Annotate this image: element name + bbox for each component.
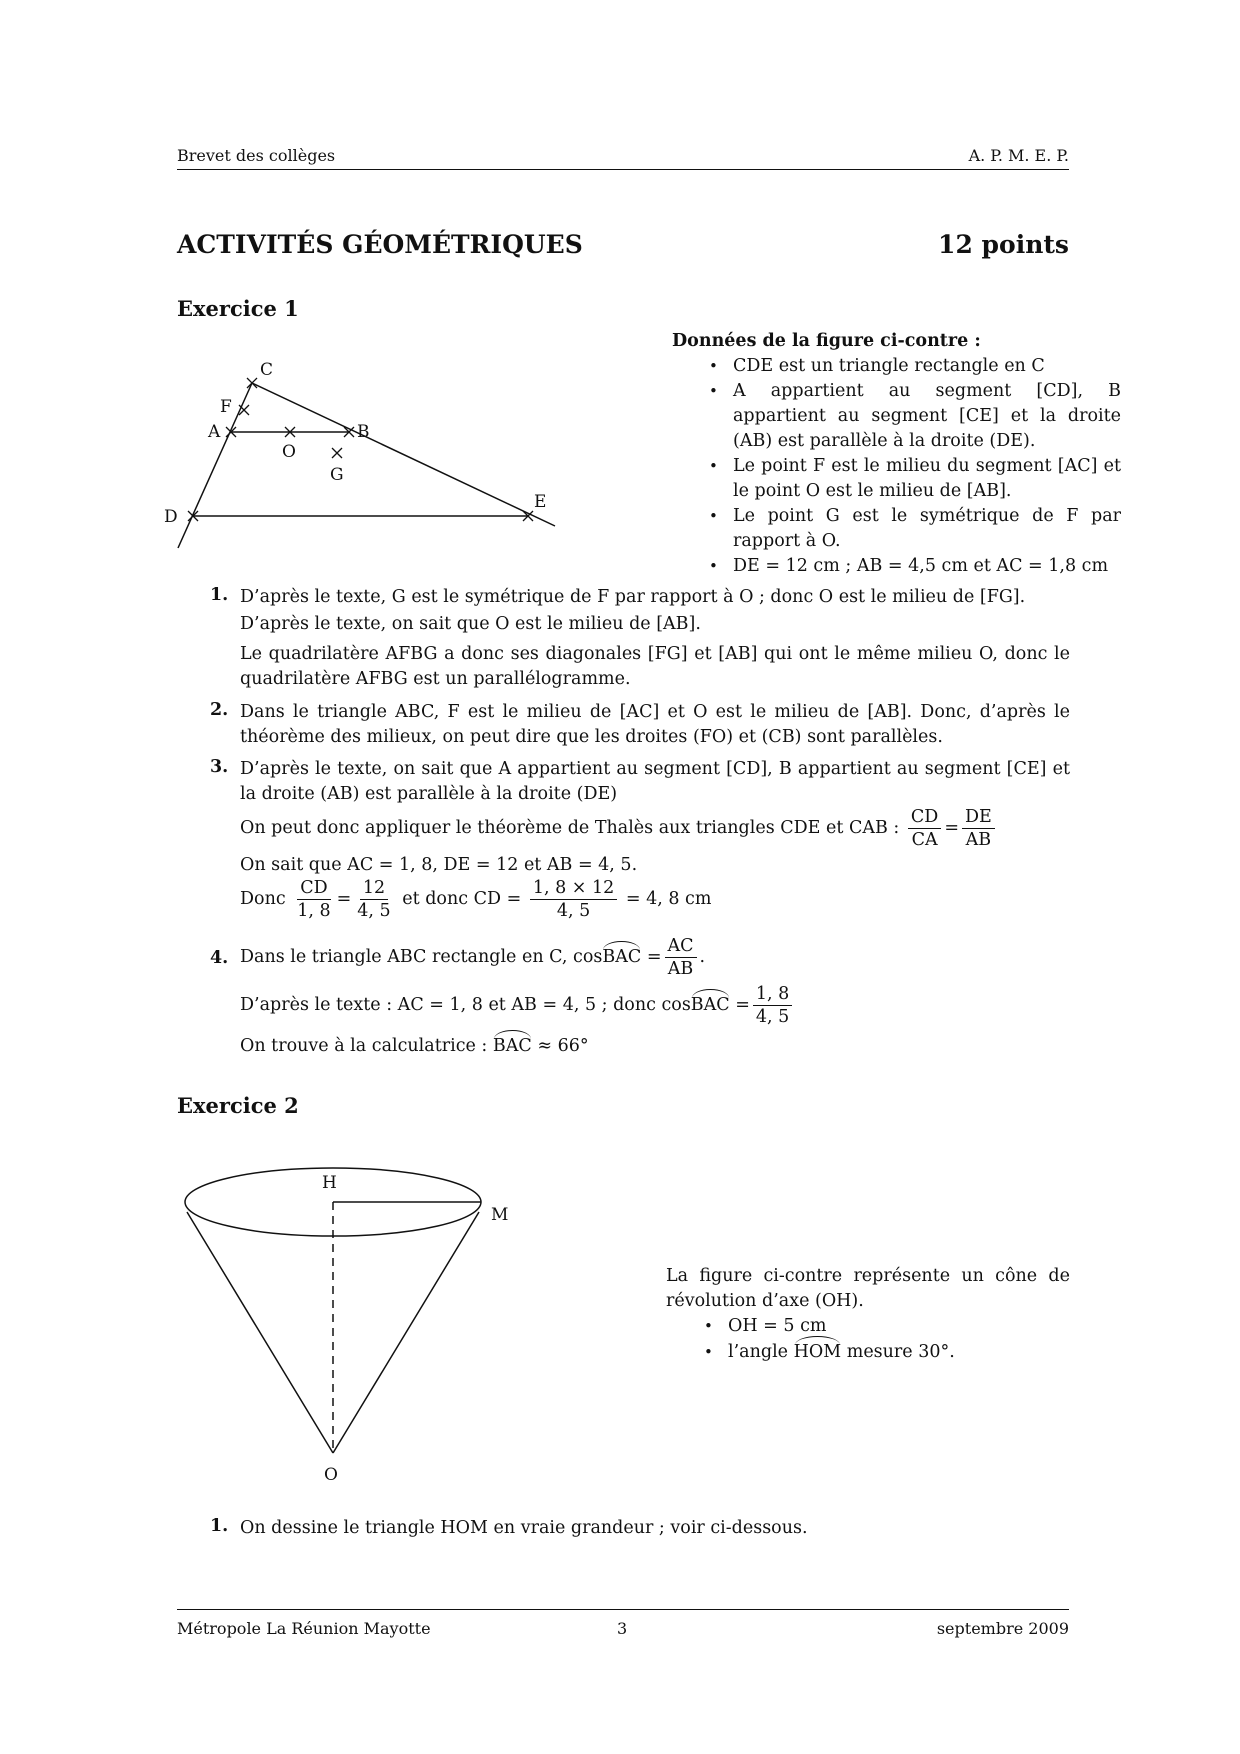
label-c: C bbox=[260, 360, 274, 380]
cone-figure bbox=[170, 1160, 530, 1480]
fraction-ac-ab: $\frac{AC}{AB}$ bbox=[665, 935, 697, 980]
header-rule bbox=[177, 169, 1069, 170]
point-c-mark bbox=[247, 378, 257, 388]
angle-bac: BAC bbox=[602, 945, 641, 970]
footer-rule bbox=[177, 1609, 1069, 1610]
section-title: ACTIVITÉS GÉOMÉTRIQUES bbox=[177, 230, 583, 259]
data-list bbox=[709, 354, 1121, 579]
ex2-q1-number: 1. bbox=[210, 1516, 229, 1536]
q4-line3: On trouve à la calculatrice : BAC ≈ 66° bbox=[240, 1034, 589, 1059]
label-g: G bbox=[330, 465, 344, 485]
q3-line1: D’après le texte, on sait que A appartient au segment [CD], B appartient au segment [CE] et la droite (AB) est parallèle à la droite (DE) bbox=[240, 759, 1070, 804]
fraction-result: $\frac{1, 8 \times 12}{4, 5}$ bbox=[530, 877, 617, 922]
q4-line1: Dans le triangle ABC rectangle en C, cosBAC = $\frac{AC}{AB}$ . bbox=[240, 936, 706, 979]
q3-known: On sait que AC = 1, 8, DE = 12 et AB = 4, 5. bbox=[240, 855, 638, 875]
exercise1-title: Exercice 1 bbox=[177, 296, 299, 321]
cone-desc-text: La figure ci-contre représente un cône de révolution d’axe (OH). bbox=[666, 1266, 1070, 1311]
header-left: Brevet des collèges bbox=[177, 146, 336, 165]
cone-item: • l’angle HOM mesure 30°. bbox=[728, 1340, 1070, 1365]
angle-bac: BAC bbox=[691, 993, 730, 1018]
cone-side-left bbox=[187, 1212, 333, 1453]
fraction-cd-18: $\frac{CD}{1, 8}$ bbox=[297, 878, 331, 921]
q4-number: 4. bbox=[210, 948, 229, 968]
label-a: A bbox=[208, 422, 221, 442]
q2-text: Dans le triangle ABC, F est le milieu de [AC] et O est le milieu de [AB]. Donc, d’après le théorème des milieux, on peut dire que les droites (FO) et (CB) sont parallèles. bbox=[240, 702, 1070, 747]
label-b: B bbox=[357, 422, 370, 442]
q1-number: 1. bbox=[210, 585, 229, 605]
line-ce bbox=[252, 383, 555, 526]
q1-line2: D’après le texte, on sait que O est le milieu de [AB]. bbox=[240, 614, 701, 634]
q3-thales-text: On peut donc appliquer le théorème de Thalès aux triangles CDE et CAB : bbox=[240, 818, 900, 838]
data-title: Données de la figure ci-contre : bbox=[672, 331, 981, 351]
label-e: E bbox=[534, 492, 547, 512]
exercise2-title: Exercice 2 bbox=[177, 1093, 299, 1118]
label-o: O bbox=[324, 1465, 338, 1480]
fraction-cd-ca: $\frac{CD}{CA}$ bbox=[908, 806, 941, 851]
cone-item: • OH = 5 cm bbox=[704, 1316, 827, 1336]
q1-line1: D’après le texte, G est le symétrique de F par rapport à O ; donc O est le milieu de [FG]. bbox=[240, 587, 1026, 607]
q3-number: 3. bbox=[210, 757, 229, 777]
fraction-de-ab: $\frac{DE}{AB}$ bbox=[962, 806, 995, 851]
cone-side-right bbox=[333, 1212, 479, 1453]
data-item: • A appartient au segment [CD], B appartient au segment [CE] et la droite (AB) est parallèle à la droite (DE). bbox=[709, 381, 1121, 451]
point-g-mark bbox=[332, 448, 342, 458]
q1-line3: Le quadrilatère AFBG a donc ses diagonales [FG] et [AB] qui ont le même milieu O, donc le quadrilatère AFBG est un parallélogramme. bbox=[240, 644, 1070, 689]
fraction-18-45: $\frac{1, 8}{4, 5}$ bbox=[753, 983, 792, 1028]
fraction-12-45: $\frac{12}{4, 5}$ bbox=[357, 878, 391, 921]
cone-description bbox=[666, 1264, 1070, 1365]
footer-left: Métropole La Réunion Mayotte bbox=[177, 1619, 431, 1638]
data-item: • DE = 12 cm ; AB = 4,5 cm et AC = 1,8 cm bbox=[709, 556, 1109, 576]
data-item: • CDE est un triangle rectangle en C bbox=[709, 356, 1045, 376]
label-f: F bbox=[220, 397, 232, 417]
data-item: • Le point F est le milieu du segment [AC] et le point O est le milieu de [AB]. bbox=[709, 456, 1121, 501]
data-item: • Le point G est le symétrique de F par rapport à O. bbox=[709, 506, 1121, 551]
q3-computation: Donc $\frac{CD}{1, 8}$ = $\frac{12}{4, 5}$ et donc CD = $\frac{1, 8 \times 12}{4, 5}$ = 4, 8 cm bbox=[240, 878, 712, 921]
q3-thales: On peut donc appliquer le théorème de Thalès aux triangles CDE et CAB : $\frac{CD}{CA}$ = $\frac{DE}{AB}$ bbox=[240, 806, 1070, 851]
page-number: 3 bbox=[617, 1619, 628, 1638]
label-h: H bbox=[322, 1173, 337, 1193]
header-right: A. P. M. E. P. bbox=[968, 146, 1069, 165]
angle-hom: HOM bbox=[794, 1340, 842, 1365]
q2-number: 2. bbox=[210, 700, 229, 720]
angle-bac: BAC bbox=[493, 1034, 532, 1059]
label-o: O bbox=[282, 442, 296, 462]
ex2-q1-text: On dessine le triangle HOM en vraie grandeur ; voir ci-dessous. bbox=[240, 1518, 808, 1538]
q4-line2: D’après le texte : AC = 1, 8 et AB = 4, 5 ; donc cosBAC = $\frac{1, 8}{4, 5}$ bbox=[240, 983, 795, 1028]
triangle-figure bbox=[150, 355, 570, 555]
label-d: D bbox=[164, 507, 178, 527]
footer-right: septembre 2009 bbox=[936, 1619, 1069, 1638]
section-points: 12 points bbox=[938, 230, 1069, 259]
label-m: M bbox=[491, 1205, 509, 1225]
